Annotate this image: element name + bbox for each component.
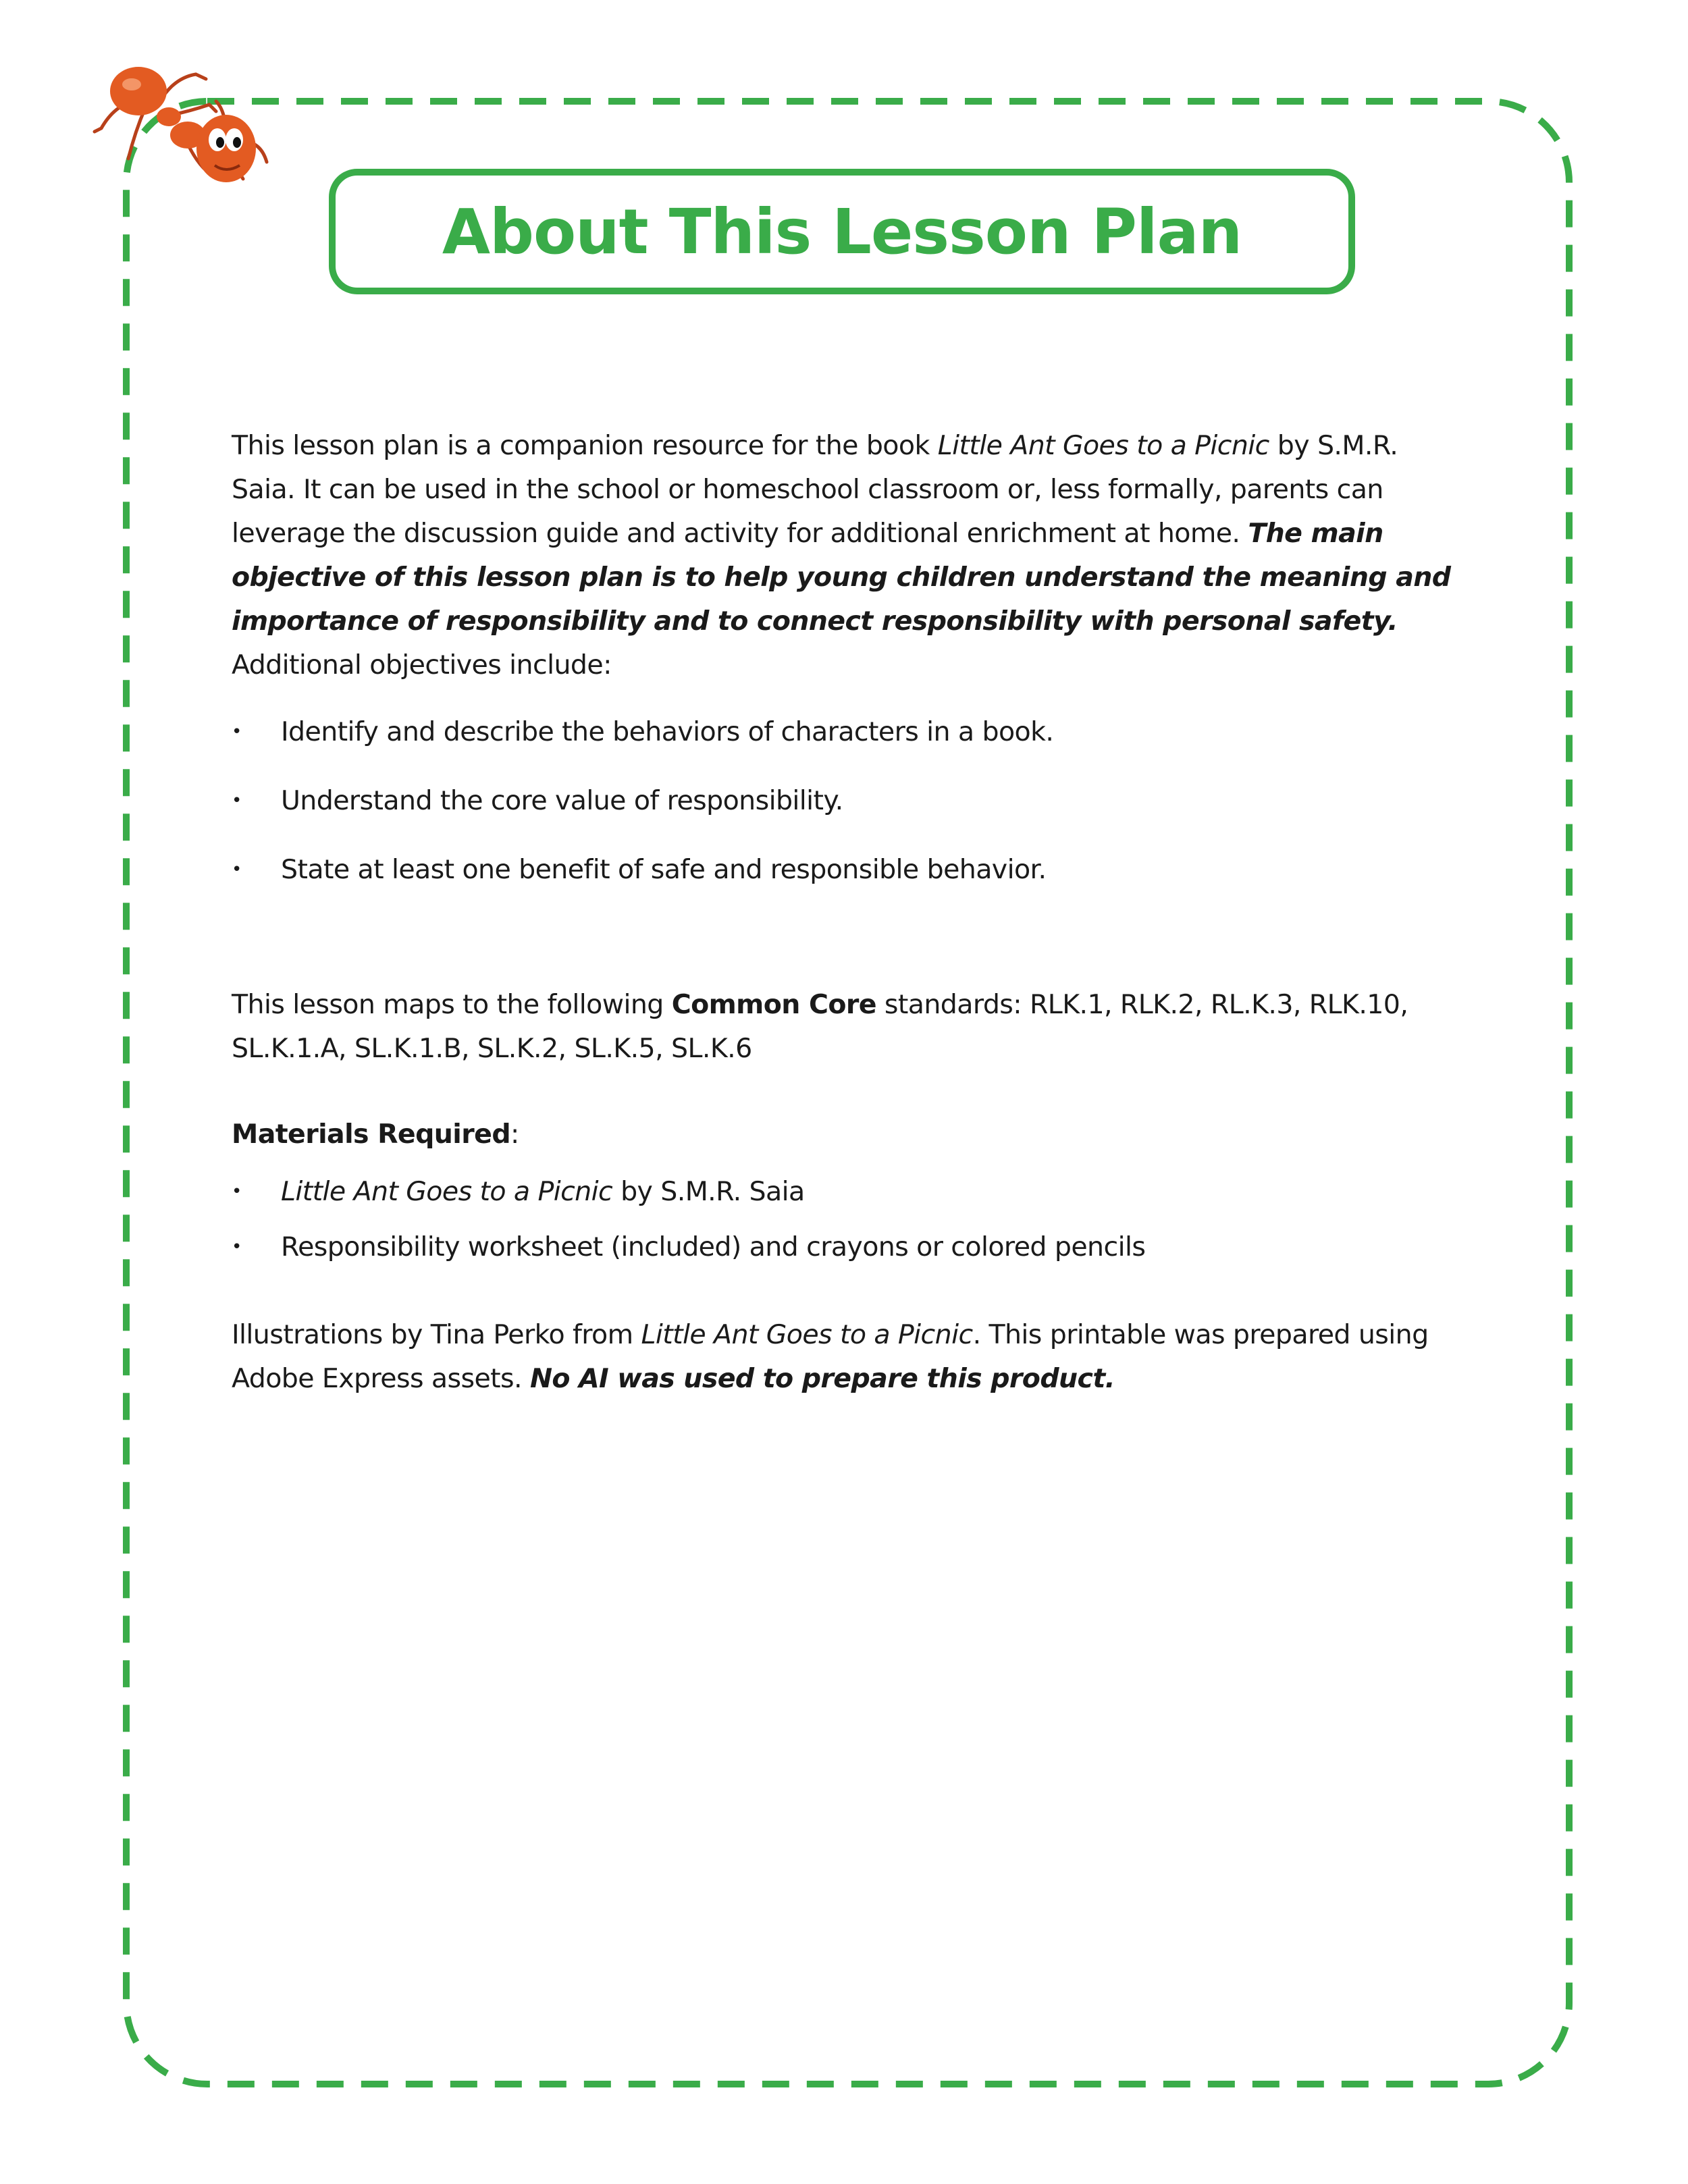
list-item: • Responsibility worksheet (included) and crayons or colored pencils bbox=[232, 1225, 1460, 1269]
list-item: • Little Ant Goes to a Picnic by S.M.R. Saia bbox=[232, 1170, 1460, 1214]
no-ai-statement: No AI was used to prepare this product. bbox=[529, 1363, 1115, 1394]
page-title: About This Lesson Plan bbox=[442, 195, 1242, 268]
intro-paragraph: This lesson plan is a companion resource for the book Little Ant Goes to a Picnic by S.M.R. Saia. It can be used in the school or homeschool classroom or, less formally, parents can leverage the discussion guide and activity for additional enrichment at home. The main objective of this lesson plan is to help young children understand the meaning and importance of responsibility and to connect responsibility with personal safety. Additional objectives include: bbox=[232, 430, 1451, 681]
list-item: • Identify and describe the behaviors of characters in a book. bbox=[232, 710, 1460, 754]
objectives-list bbox=[232, 710, 1460, 892]
standards-list: RLK.1, RLK.2, RL.K.3, RLK.10, SL.K.1.A, SL.K.1.B, SL.K.2, SL.K.5, SL.K.6 bbox=[232, 989, 1408, 1064]
title-box bbox=[329, 169, 1355, 294]
book-title: Little Ant Goes to a Picnic bbox=[641, 1319, 973, 1350]
materials-list bbox=[232, 1170, 1460, 1269]
materials-heading: Materials Required: bbox=[232, 1119, 519, 1150]
standards-paragraph: This lesson maps to the following Common Core standards: RLK.1, RLK.2, RL.K.3, RLK.10, SL.K.1.A, SL.K.1.B, SL.K.2, SL.K.5, SL.K.6 bbox=[232, 989, 1408, 1064]
book-title: Little Ant Goes to a Picnic bbox=[937, 430, 1269, 461]
lesson-content bbox=[232, 424, 1460, 1401]
ant-mascot-icon bbox=[81, 64, 284, 199]
credits-paragraph: Illustrations by Tina Perko from Little Ant Goes to a Picnic. This printable was prepared using Adobe Express assets. No AI was used to prepare this product. bbox=[232, 1319, 1429, 1394]
main-objective: The main objective of this lesson plan is to help young children understand the meaning and importance of responsibility and to connect responsibility with personal safety. bbox=[232, 518, 1451, 637]
book-title: Little Ant Goes to a Picnic bbox=[281, 1176, 613, 1207]
common-core-label: Common Core bbox=[671, 989, 876, 1020]
list-item: • State at least one benefit of safe and responsible behavior. bbox=[232, 848, 1460, 892]
list-item: • Understand the core value of responsibility. bbox=[232, 779, 1460, 823]
